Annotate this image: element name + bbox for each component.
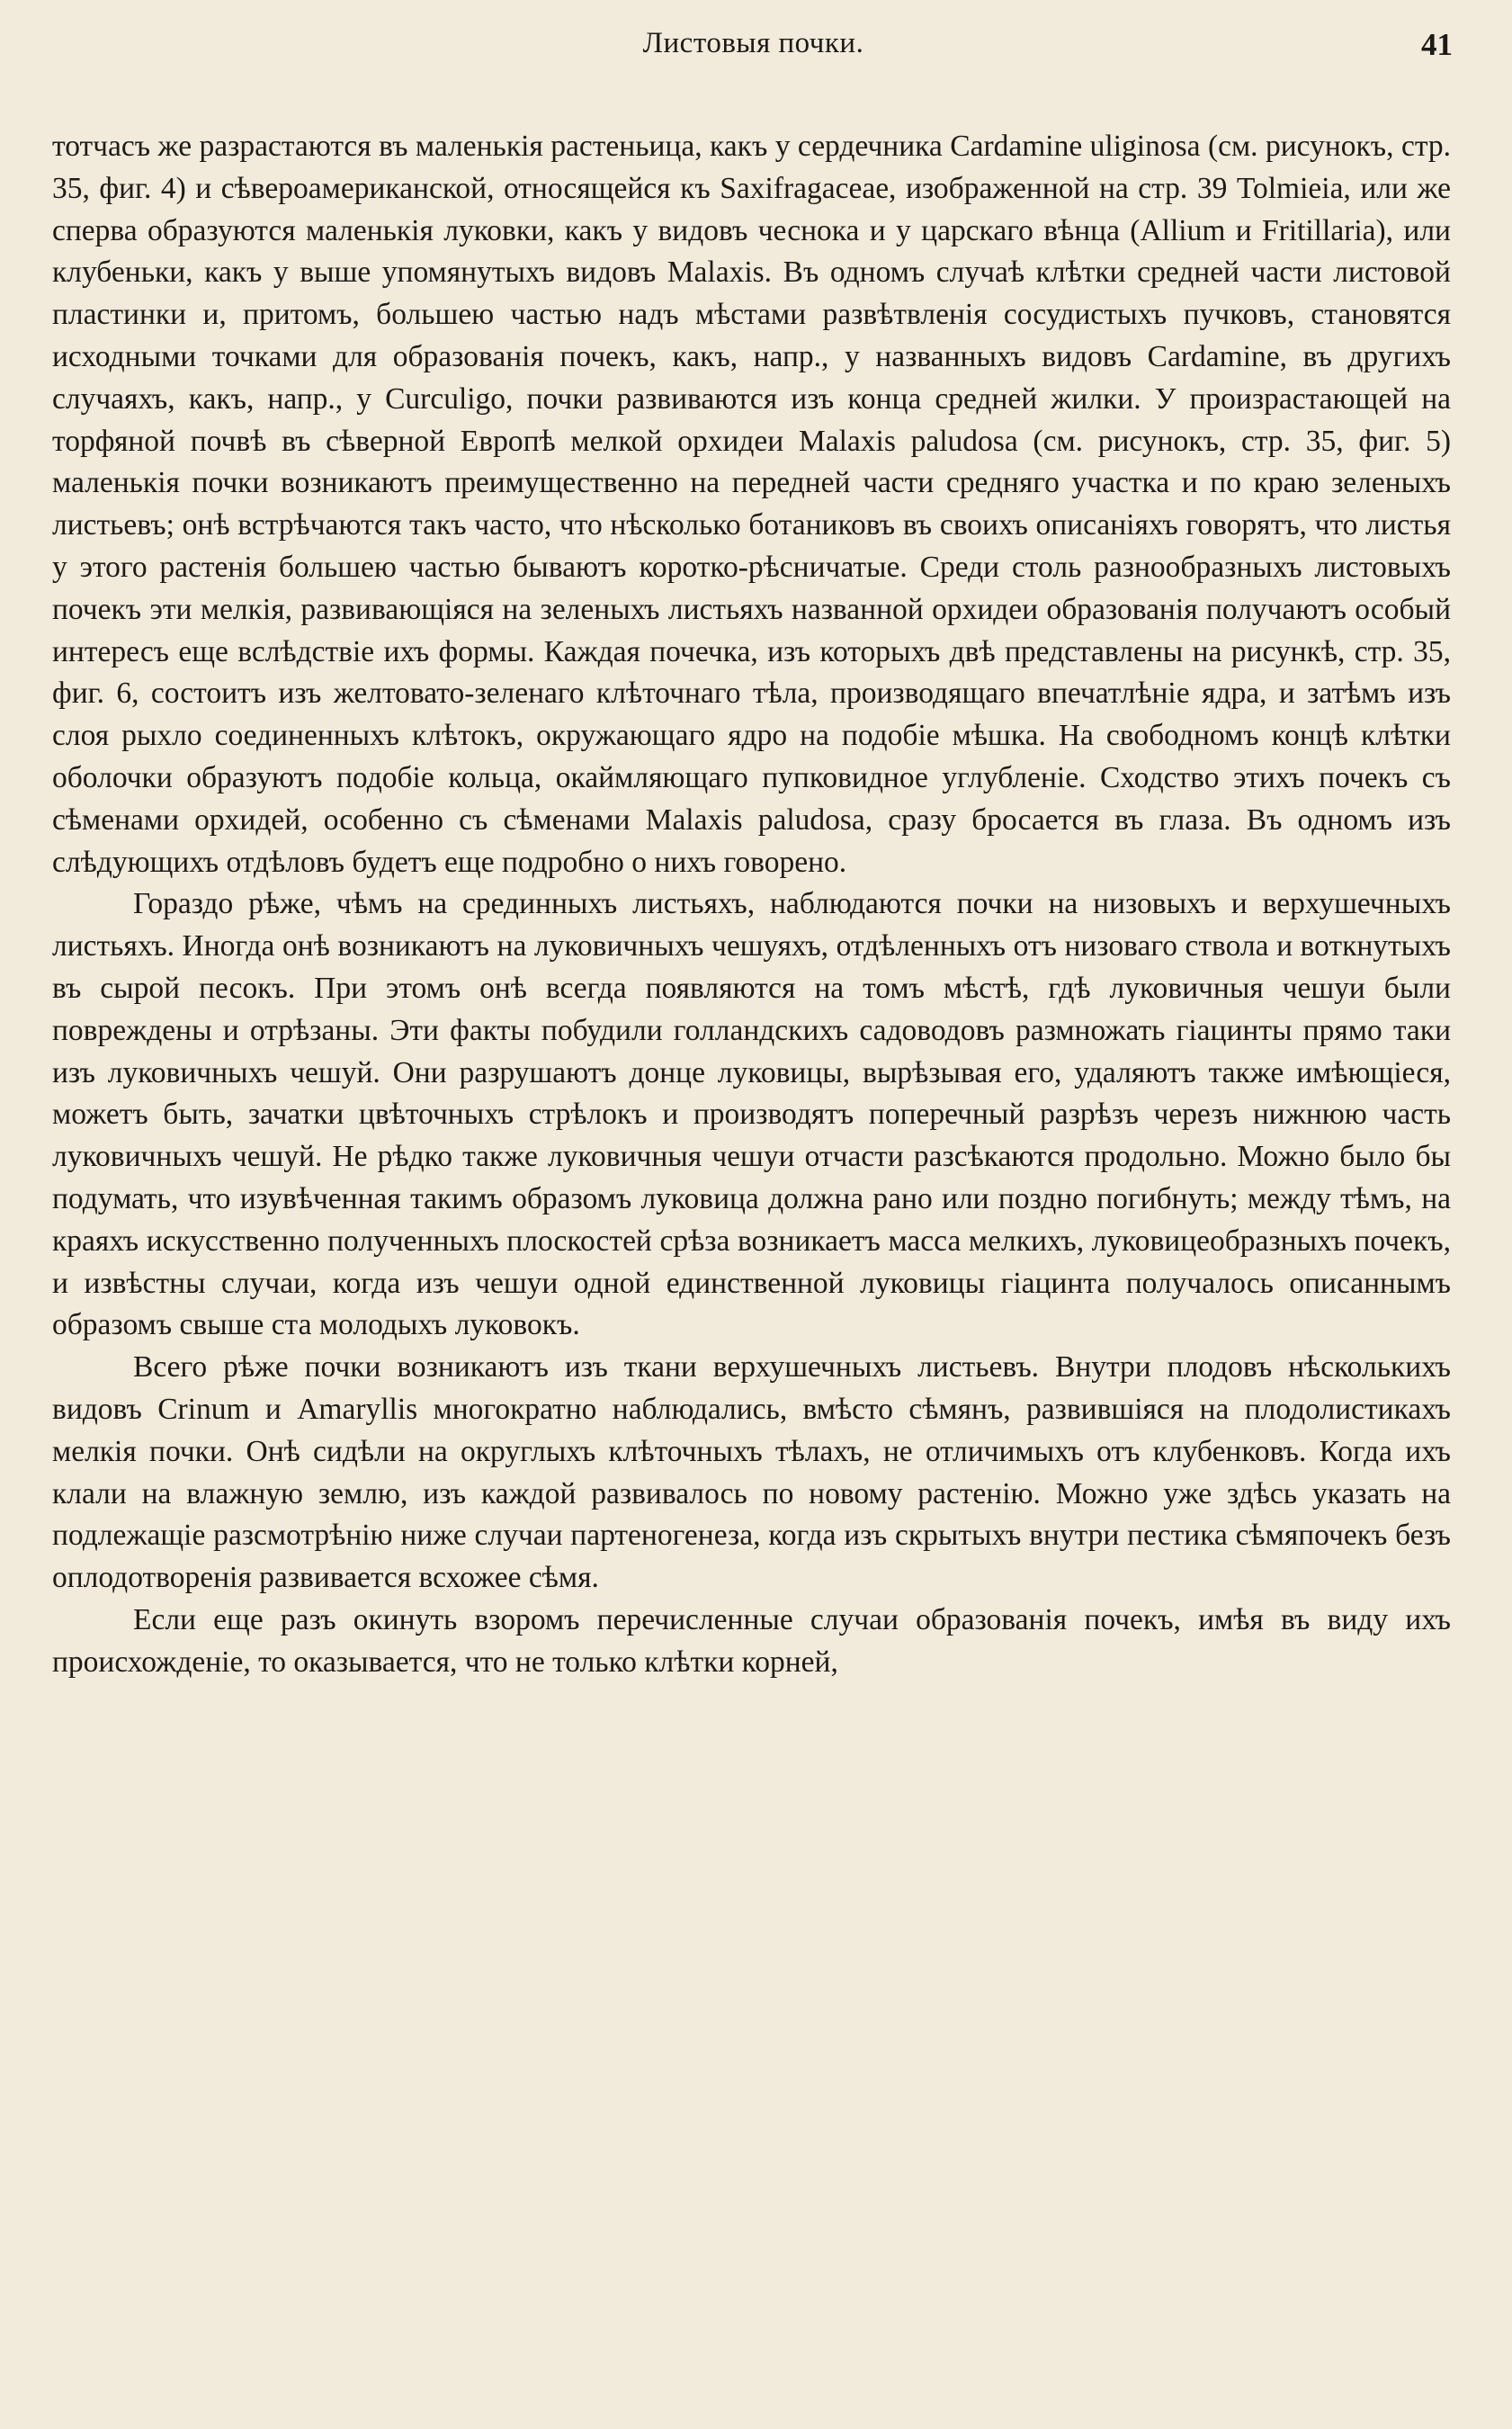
running-head <box>54 27 1453 72</box>
paragraph: Гораздо рѣже, чѣмъ на срединныхъ листьяхъ, наблюдаются почки на низовыхъ и верхушечныхъ листьяхъ. Иногда онѣ возникаютъ на луковичныхъ чешуяхъ, отдѣленныхъ отъ низоваго ствола и воткнутыхъ въ сырой песокъ. При этомъ онѣ всегда появляются на томъ мѣстѣ, гдѣ луковичныя чешуи были повреждены и отрѣзаны. Эти факты побудили голландскихъ садоводовъ размножать гіацинты прямо таки изъ луковичныхъ чешуй. Они разрушаютъ донце луковицы, вырѣзывая его, удаляютъ также имѣющіеся, можетъ быть, зачатки цвѣточныхъ стрѣлокъ и производятъ поперечный разрѣзъ черезъ нижнюю часть луковичныхъ чешуй. Не рѣдко также луковичныя чешуи отчасти разсѣкаются продольно. Можно было бы подумать, что изувѣченная такимъ образомъ луковица должна рано или поздно погибнуть; между тѣмъ, на краяхъ искусственно полученныхъ плоскостей срѣза возникаетъ масса мелкихъ, луковицеобразныхъ почекъ, и извѣстны случаи, когда изъ чешуи одной единственной луковицы гіацинта получалось описаннымъ образомъ свыше ста молодыхъ луковокъ. <box>52 887 1451 1342</box>
paragraph: тотчасъ же разрастаются въ маленькія растеньица, какъ у сердечника Cardamine uliginosa (см. рисунокъ, стр. 35, фиг. 4) и сѣвероамериканской, относящейся къ Saxifragaceae, изображенной на стр. 39 Tolmieia, или же сперва образуются маленькія луковки, какъ у видовъ чеснока и у царскаго вѣнца (Allium и Fritillaria), или клубеньки, какъ у выше упомянутыхъ видовъ Malaxis. Въ одномъ случаѣ клѣтки средней части листовой пластинки и, притомъ, большею частью надъ мѣстами развѣтвленія сосудистыхъ пучковъ, становятся исходными точками для образованія почекъ, какъ, напр., у названныхъ видовъ Cardamine, въ другихъ случаяхъ, какъ, напр., у Curculigo, почки развиваются изъ конца средней жилки. У произрастающей на торфяной почвѣ въ сѣверной Европѣ мелкой орхидеи Malaxis paludosa (см. рисунокъ, стр. 35, фиг. 5) маленькія почки возникаютъ преимущественно на передней части средняго участка и по краю зеленыхъ листьевъ; онѣ встрѣчаются такъ часто, что нѣсколько ботаниковъ въ своихъ описаніяхъ говорятъ, что листья у этого растенія большею частью бываютъ коротко-рѣсничатые. Среди столь разнообразныхъ листовыхъ почекъ эти мелкія, развивающіяся на зеленыхъ листьяхъ названной орхидеи образованія получаютъ особый интересъ еще вслѣдствіе ихъ формы. Каждая почечка, изъ которыхъ двѣ представлены на рисункѣ, стр. 35, фиг. 6, состоитъ изъ желтовато-зеленаго клѣточнаго тѣла, производящаго впечатлѣніе ядра, и затѣмъ изъ слоя рыхло соединенныхъ клѣтокъ, окружающаго ядро на подобіе мѣшка. На свободномъ концѣ клѣтки оболочки образуютъ подобіе кольца, окаймляющаго пупковидное углубленіе. Сходство этихъ почекъ съ сѣменами орхидей, особенно съ сѣменами Malaxis paludosa, сразу бросается въ глаза. Въ одномъ изъ слѣдующихъ отдѣловъ будетъ еще подробно о нихъ говорено. <box>52 130 1451 879</box>
running-title: Листовыя почки. <box>642 27 864 59</box>
paragraph: Всего рѣже почки возникаютъ изъ ткани верхушечныхъ листьевъ. Внутри плодовъ нѣсколькихъ видовъ Crinum и Amaryllis многократно наблюдались, вмѣсто сѣмянъ, развившіяся на плодолистикахъ мелкія почки. Онѣ сидѣли на округлыхъ клѣточныхъ тѣлахъ, не отличимыхъ отъ клубенковъ. Когда ихъ клали на влажную землю, изъ каждой развивалось по новому растенію. Можно уже здѣсь указать на подлежащіе разсмотрѣнію ниже случаи партеногенеза, когда изъ скрытыхъ внутри пестика сѣмяпочекъ безъ оплодотворенія развивается всхожее сѣмя. <box>52 1350 1451 1595</box>
paragraph: Если еще разъ окинуть взоромъ перечисленные случаи образованія почекъ, имѣя въ виду ихъ происхожденіе, то оказывается, что не только клѣтки корней, <box>52 1602 1451 1679</box>
page-number: 41 <box>1421 27 1453 62</box>
body-text <box>52 126 1451 1683</box>
